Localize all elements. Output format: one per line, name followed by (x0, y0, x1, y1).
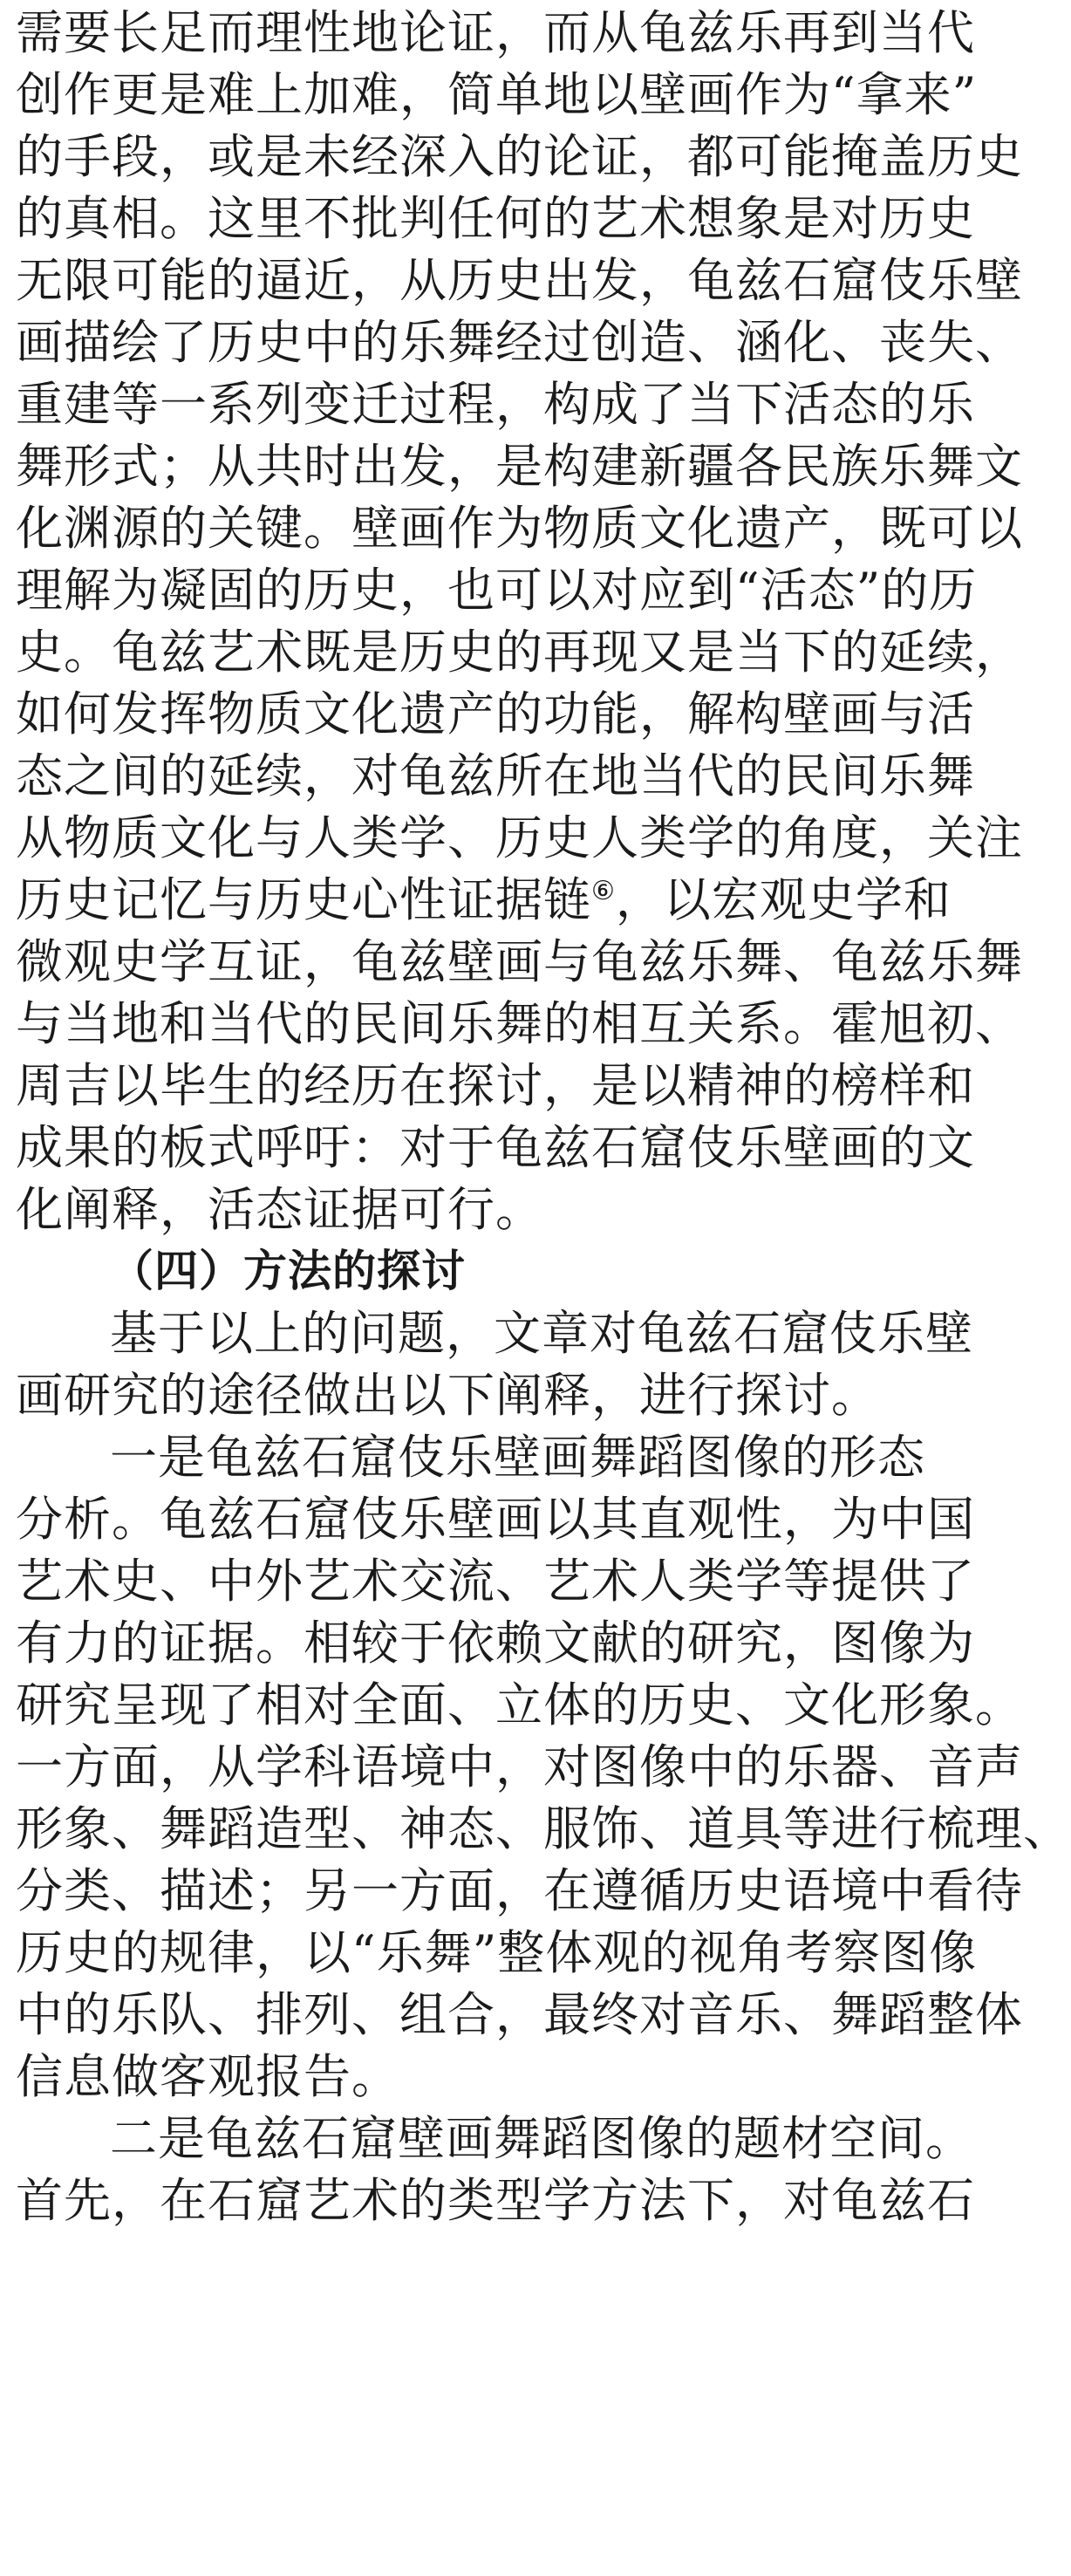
text-line: 分类、描述；另一方面，在遵循历史语境中看待 (16, 1863, 1023, 1918)
text-segment: 历史记忆与历史心性证据链 (16, 872, 591, 927)
text-line: 无限可能的逼近，从历史出发，龟兹石窟伎乐壁 (16, 253, 1023, 308)
text-line: 史。龟兹艺术既是历史的再现又是当下的延续， (16, 625, 1023, 680)
text-line: 的真相。这里不批判任何的艺术想象是对历史 (16, 191, 975, 246)
text-line: 化渊源的关键。壁画作为物质文化遗产，既可以 (16, 501, 1023, 556)
text-line: 基于以上的问题，文章对龟兹石窟伎乐壁 (110, 1306, 973, 1361)
text-line: 的手段，或是未经深入的论证，都可能掩盖历史 (16, 129, 1023, 184)
text-line: 理解为凝固的历史，也可以对应到“活态”的历 (16, 563, 978, 618)
text-line: 一方面，从学科语境中，对图像中的乐器、音声 (16, 1739, 1023, 1794)
text-line: 态之间的延续，对龟兹所在地当代的民间乐舞 (16, 748, 975, 803)
text-line: 微观史学互证，龟兹壁画与龟兹乐舞、龟兹乐舞 (16, 934, 1023, 989)
paragraph (16, 2108, 975, 2231)
text-line: 化阐释，活态证据可行。 (16, 1182, 543, 1237)
text-line: 从物质文化与人类学、历史人类学的角度，关注 (16, 810, 1023, 865)
text-line: 历史的规律，以“乐舞”整体观的视角考察图像 (16, 1925, 978, 1980)
section-heading: （四）方法的探讨 (110, 1246, 466, 1296)
text-line: 创作更是难上加难，简单地以壁画作为“拿来” (16, 67, 978, 122)
text-line: 分析。龟兹石窟伎乐壁画以其直观性，为中国 (16, 1492, 975, 1547)
text-line: 画研究的途径做出以下阐释，进行探讨。 (16, 1368, 879, 1423)
text-line-with-footnote (16, 869, 952, 931)
text-line: 有力的证据。相较于依赖文献的研究，图像为 (16, 1616, 975, 1671)
text-line: 一是龟兹石窟伎乐壁画舞蹈图像的形态 (110, 1430, 925, 1485)
text-line: 周吉以毕生的经历在探讨，是以精神的榜样和 (16, 1058, 975, 1113)
text-line: 重建等一系列变迁过程，构成了当下活态的乐 (16, 377, 975, 432)
text-line: 舞形式；从共时出发，是构建新疆各民族乐舞文 (16, 439, 1023, 494)
text-line: 成果的板式呼吁：对于龟兹石窟伎乐壁画的文 (16, 1120, 975, 1175)
text-segment: ，以宏观史学和 (615, 872, 952, 927)
paragraph (16, 1426, 1071, 2108)
text-line: 首先，在石窟艺术的类型学方法下，对龟兹石 (16, 2173, 975, 2228)
paragraph (16, 1302, 973, 1426)
footnote-marker[interactable]: ⑥ (591, 876, 616, 906)
text-line: 二是龟兹石窟壁画舞蹈图像的题材空间。 (110, 2111, 973, 2166)
text-line: 如何发挥物质文化遗产的功能，解构壁画与活 (16, 687, 975, 741)
paragraph (16, 2, 1023, 1240)
text-line: 研究呈现了相对全面、立体的历史、文化形象。 (16, 1677, 1023, 1732)
text-line: 需要长足而理性地论证，而从龟兹乐再到当代 (16, 5, 975, 60)
text-line: 与当地和当代的民间乐舞的相互关系。霍旭初、 (16, 996, 1023, 1051)
text-line: 艺术史、中外艺术交流、艺术人类学等提供了 (16, 1554, 975, 1609)
text-line: 中的乐队、排列、组合，最终对音乐、舞蹈整体 (16, 1987, 1023, 2042)
text-line: 信息做客观报告。 (16, 2049, 399, 2104)
text-line: 形象、舞蹈造型、神态、服饰、道具等进行梳理、 (16, 1801, 1071, 1856)
text-line: 画描绘了历史中的乐舞经过创造、涵化、丧失、 (16, 315, 1023, 370)
